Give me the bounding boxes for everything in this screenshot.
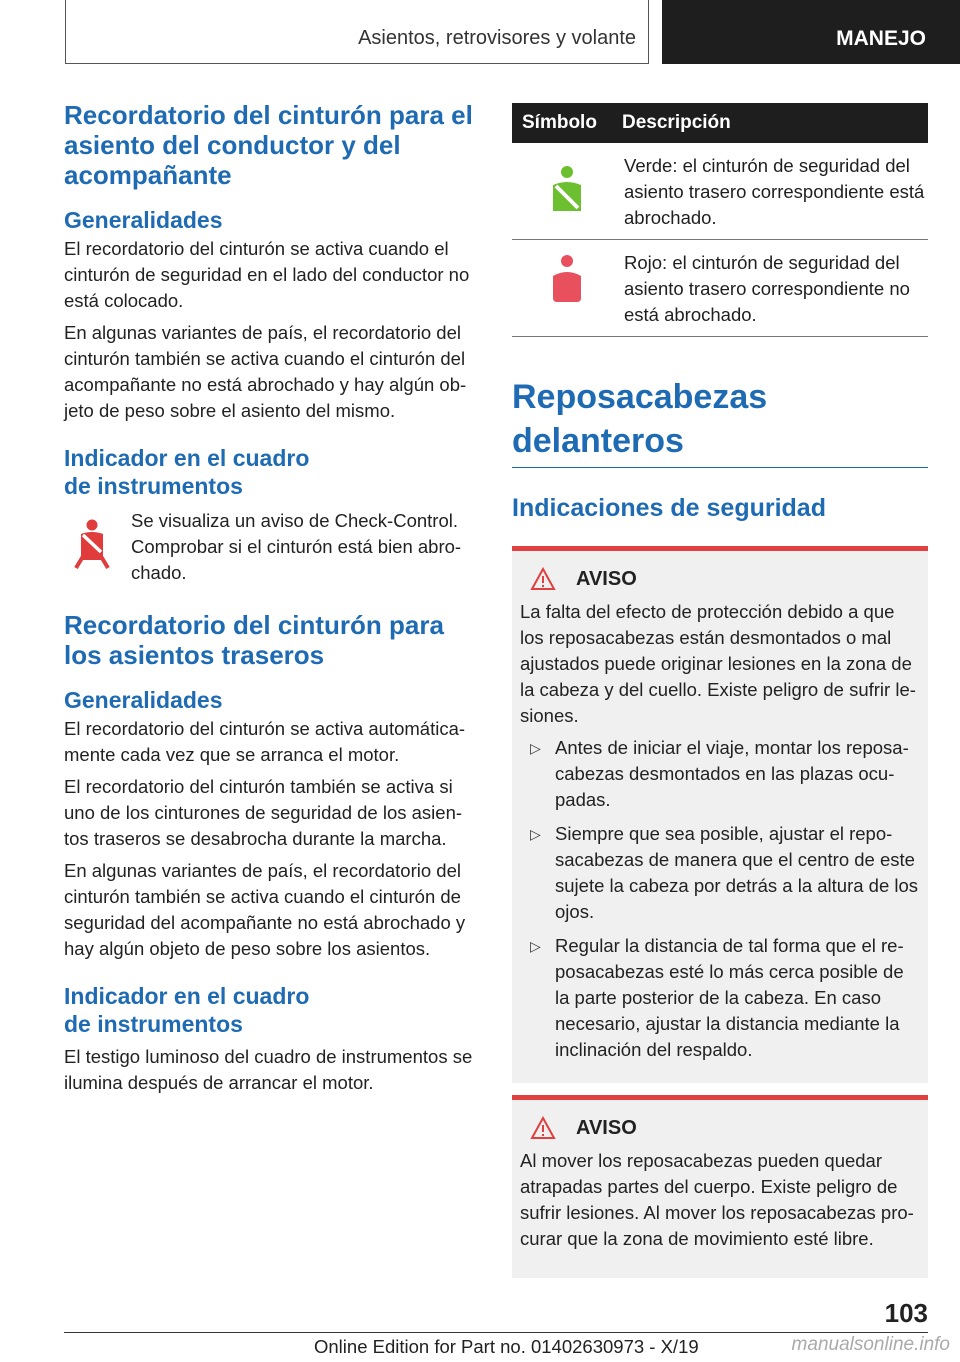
subheading-line: de instrumentos <box>64 1011 243 1037</box>
header-chapter-label: Asientos, retrovisores y volante <box>358 27 636 49</box>
indicator-block-1 <box>64 508 478 586</box>
page-number: 103 <box>884 1298 928 1328</box>
paragraph: El recordatorio del cinturón también se activa si uno de los cinturones de seguridad de los asientos traseros se desabrocha durante la marcha. <box>64 776 463 849</box>
subheading-line: Indicador en el cuadro <box>64 445 310 471</box>
warning-text: La falta del efecto de protección debido a que los reposacabezas están desmontados o mal ajustados puede originar lesiones en la zona de la cabeza y del cuello. Existe peligro de sufrir lesiones. <box>520 601 916 726</box>
warning-triangle-icon <box>530 1116 556 1140</box>
header-section-tab <box>662 0 960 64</box>
left-column <box>64 100 478 1096</box>
subheading-line: Indicador en el cuadro <box>64 983 310 1009</box>
subheading-indicator-2 <box>64 982 478 1038</box>
right-column <box>512 103 928 1278</box>
table-row <box>512 240 928 337</box>
header-chapter-tab <box>65 0 649 64</box>
table-header-symbol: Símbolo <box>512 103 622 143</box>
subheading-general-2: Generalidades <box>64 687 223 713</box>
indicator-text-1: Se visualiza un aviso de Check-Control. Comprobar si el cinturón está bien abrochado. <box>131 510 462 583</box>
red-seatbelt-warning-icon <box>70 518 114 570</box>
section-title-front-belt-reminder: Recordatorio del cinturón para el asiento del conductor y del acompañante <box>64 100 473 190</box>
section-title-front-headrests: Reposacabezas delanteros <box>512 375 928 468</box>
list-item-text: Regular la distancia de tal forma que el reposacabezas esté lo más cerca posible de la parte posterior de la cabeza. En caso necesario, ajustar la distancia mediante la inclinación del respaldo. <box>555 935 904 1060</box>
table-cell-description: Verde: el cinturón de seguridad del asiento trasero correspondiente está abrochado. <box>622 143 928 240</box>
table-header-description: Descripción <box>622 103 928 143</box>
bullet-triangle-icon: ▷ <box>530 938 541 954</box>
warning-box-1 <box>512 546 928 1083</box>
warning-header <box>530 565 920 593</box>
warning-header <box>530 1114 920 1142</box>
bullet-triangle-icon: ▷ <box>530 740 541 756</box>
list-item-text: Antes de iniciar el viaje, montar los reposacabezas desmontados en las plazas ocupadas. <box>555 737 909 810</box>
list-item <box>520 735 920 813</box>
list-item <box>520 933 920 1063</box>
paragraph: En algunas variantes de país, el recordatorio del cinturón también se activa cuando el cinturón de seguridad del acompañante no está abrochado y hay algún objeto de peso sobre los asientos. <box>64 860 466 959</box>
header-section-label: MANEJO <box>836 27 926 50</box>
footer-edition: Online Edition for Part no. 01402630973 - X/19 <box>314 1336 699 1357</box>
section-title-rear-belt-reminder: Recordatorio del cinturón para los asientos traseros <box>64 610 444 670</box>
paragraph: En algunas variantes de país, el recordatorio del cinturón también se activa cuando el cinturón del acompañante no está abrochado y hay algún objeto de peso sobre el asiento del mismo. <box>64 322 467 421</box>
footer-divider <box>64 1332 928 1333</box>
red-seat-occupant-icon <box>547 254 587 310</box>
warning-title: AVISO <box>576 1116 637 1139</box>
table-cell-symbol <box>512 143 622 240</box>
symbol-table <box>512 103 928 337</box>
watermark: manualsonline.info <box>791 1334 950 1355</box>
subheading-safety-notes: Indicaciones de seguridad <box>512 494 826 522</box>
table-header-row <box>512 103 928 143</box>
table-cell-description: Rojo: el cinturón de seguridad del asiento trasero correspondiente no está abrochado. <box>622 240 928 337</box>
paragraph: El testigo luminoso del cuadro de instrumentos se ilumina después de arrancar el motor. <box>64 1046 473 1093</box>
paragraph: El recordatorio del cinturón se activa cuando el cinturón de seguridad en el lado del conductor no está colocado. <box>64 238 470 311</box>
warning-bullet-list <box>520 735 920 1063</box>
table-row <box>512 143 928 240</box>
paragraph: El recordatorio del cinturón se activa automáticamente cada vez que se arranca el motor. <box>64 718 466 765</box>
subheading-indicator-1 <box>64 444 478 500</box>
warning-text: Al mover los reposacabezas pueden quedar atrapadas partes del cuerpo. Existe peligro de sufrir lesiones. Al mover los reposacabezas procurar que la zona de movimiento esté libre. <box>520 1150 914 1249</box>
list-item <box>520 821 920 925</box>
table-cell-symbol <box>512 240 622 337</box>
subheading-line: de instrumentos <box>64 473 243 499</box>
subheading-general-1: Generalidades <box>64 207 223 233</box>
list-item-text: Siempre que sea posible, ajustar el reposacabezas de manera que el centro de este sujete la cabeza por detrás a la altura de los ojos. <box>555 823 919 922</box>
warning-triangle-icon <box>530 567 556 591</box>
warning-title: AVISO <box>576 567 637 590</box>
bullet-triangle-icon: ▷ <box>530 826 541 842</box>
green-seatbelt-icon <box>547 165 587 221</box>
warning-box-2 <box>512 1095 928 1278</box>
